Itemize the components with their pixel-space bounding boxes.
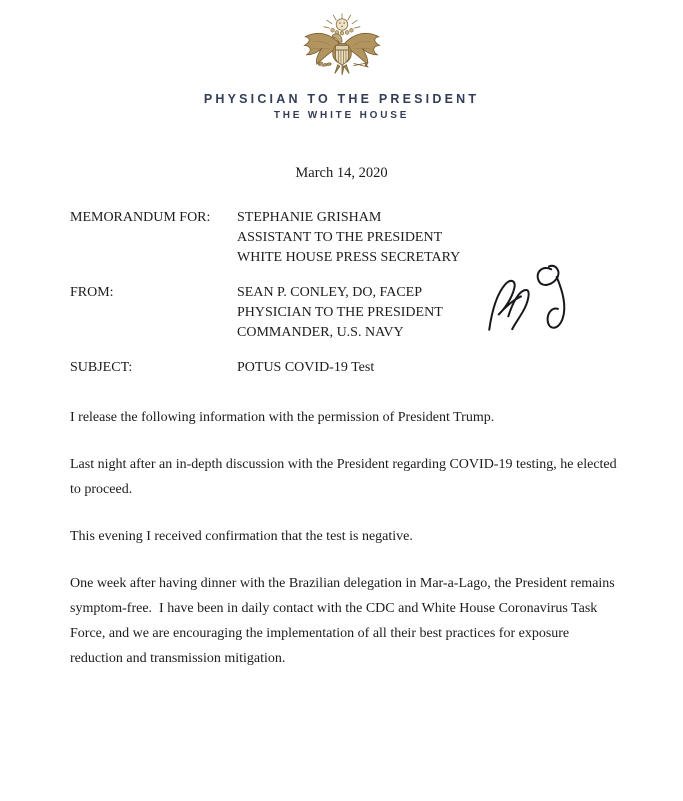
memo-date: March 14, 2020 (295, 165, 388, 181)
letterhead-org-title: THE WHITE HOUSE (273, 110, 410, 121)
sender-title-2: COMMANDER, U.S. NAVY (237, 325, 404, 340)
field-label: SUBJECT: (70, 360, 133, 375)
field-label: FROM: (70, 285, 114, 300)
presidential-seal-icon (298, 13, 386, 85)
memo-body (70, 405, 623, 671)
sender-title-1: PHYSICIAN TO THE PRESIDENT (237, 305, 443, 320)
letterhead-office-title: PHYSICIAN TO THE PRESIDENT (203, 92, 480, 106)
paragraph-testing-decision: Last night after an in-depth discussion with the President regarding COVID-19 testing, he elected to proceed. (70, 457, 621, 497)
subject-text: POTUS COVID-19 Test (237, 360, 375, 375)
paragraph-followup-status: One week after having dinner with the Brazilian delegation in Mar-a-Lago, the President remains symptom-free. I have been in daily contact with the CDC and White House Coronavirus Task Force, and we are encouraging the implementation of all their best practices for exposure reduction and transmission mitigation. (70, 576, 619, 666)
paragraph-release-statement: I release the following information with the permission of President Trump. (70, 410, 495, 425)
field-value (237, 208, 460, 268)
letterhead (0, 0, 683, 121)
recipient-name: STEPHANIE GRISHAM (237, 210, 382, 225)
field-label: MEMORANDUM FOR: (70, 210, 211, 225)
sender-name: SEAN P. CONLEY, DO, FACEP (237, 285, 423, 300)
field-value (237, 283, 443, 343)
recipient-title-1: ASSISTANT TO THE PRESIDENT (237, 230, 443, 245)
memo-field-subject (70, 358, 620, 378)
field-value (237, 358, 374, 378)
recipient-title-2: WHITE HOUSE PRESS SECRETARY (237, 250, 461, 265)
paragraph-test-result: This evening I received confirmation that the test is negative. (70, 529, 413, 544)
signature-sean-conley (474, 246, 580, 348)
